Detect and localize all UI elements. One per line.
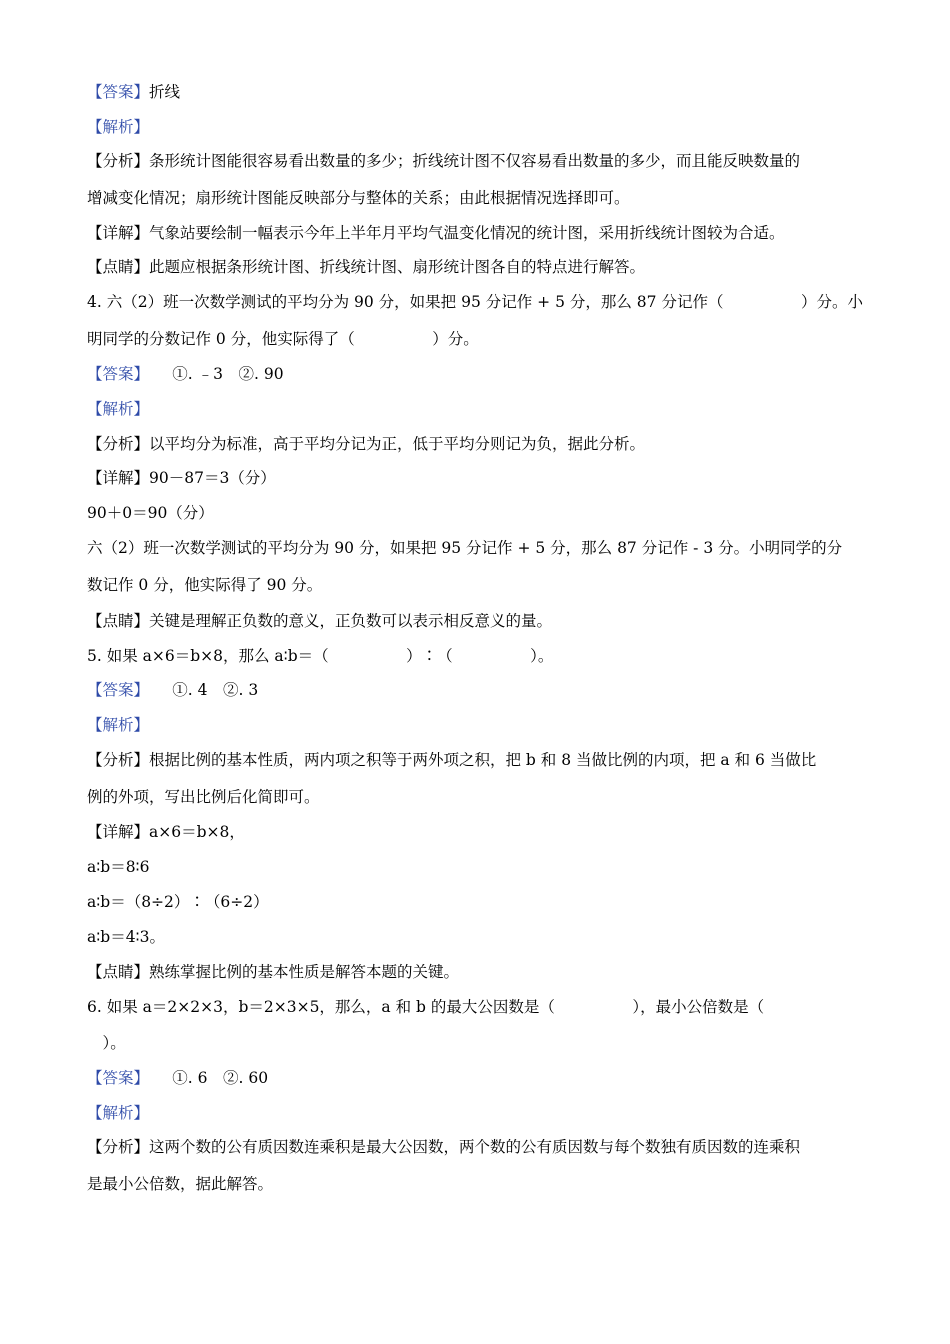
question-line: 6. 如果 a＝2×2×3，b＝2×3×5，那么，a 和 b 的最大公因数是（ ），最小公倍数是（ (87, 998, 765, 1016)
text-line: 【点睛】此题应根据条形统计图、折线统计图、扇形统计图各自的特点进行解答。 (87, 258, 646, 276)
text-line: a∶b＝8∶6 (87, 858, 150, 876)
question-line: ）。 (87, 1034, 126, 1052)
answer-label: 【答案】 (87, 365, 142, 383)
answer-line (87, 79, 180, 105)
text-line: 【详解】90－87＝3（分） (87, 469, 276, 487)
answer-text: 折线 (149, 83, 181, 101)
analysis-label: 【解析】 (87, 1104, 150, 1122)
analysis-line (87, 396, 149, 422)
analysis-label: 【解析】 (87, 716, 150, 734)
text-line: 【点睛】关键是理解正负数的意义，正负数可以表示相反意义的量。 (87, 612, 553, 630)
question-line: 4. 六（2）班一次数学测试的平均分为 90 分，如果把 95 分记作 + 5 分，那么 87 分记作（ ）分。小 (87, 293, 863, 311)
answer-text: ①. 4 ②. 3 (141, 681, 259, 699)
analysis-label: 【解析】 (87, 118, 150, 136)
answer-line (87, 677, 258, 703)
text-line: 【分析】根据比例的基本性质，两内项之积等于两外项之积，把 b 和 8 当做比例的内项，把 a 和 6 当做比 (87, 751, 817, 769)
text-line: 六（2）班一次数学测试的平均分为 90 分，如果把 95 分记作 + 5 分，那么 87 分记作 - 3 分。小明同学的分 (87, 539, 843, 557)
text-line: 90＋0＝90（分） (87, 504, 214, 522)
text-line: 【分析】这两个数的公有质因数连乘积是最大公因数，两个数的公有质因数与每个数独有质因数的连乘积 (87, 1138, 801, 1156)
text-line: a∶b＝（8÷2）∶（6÷2） (87, 893, 269, 911)
answer-line (87, 361, 284, 387)
text-line: 是最小公倍数，据此解答。 (87, 1175, 274, 1193)
question-line: 明同学的分数记作 0 分，他实际得了（ ）分。 (87, 330, 479, 348)
text-line: 增减变化情况；扇形统计图能反映部分与整体的关系；由此根据情况选择即可。 (87, 189, 630, 207)
text-line: 例的外项，写出比例后化简即可。 (87, 788, 320, 806)
analysis-line (87, 114, 149, 140)
text-line: 【详解】气象站要绘制一幅表示今年上半年月平均气温变化情况的统计图，采用折线统计图较为合适。 (87, 224, 785, 242)
question-line: 5. 如果 a×6＝b×8，那么 a∶b＝（ ）∶（ ）。 (87, 647, 554, 665)
answer-line (87, 1065, 268, 1091)
answer-text: ①. ﹣3 ②. 90 (141, 365, 284, 383)
answer-label: 【答案】 (87, 681, 142, 699)
text-line: 数记作 0 分，他实际得了 90 分。 (87, 576, 323, 594)
analysis-line (87, 712, 149, 738)
text-line: 【分析】以平均分为标准，高于平均分记为正，低于平均分则记为负，据此分析。 (87, 435, 646, 453)
analysis-line (87, 1100, 149, 1126)
answer-text: ①. 6 ②. 60 (141, 1069, 269, 1087)
text-line: 【点睛】熟练掌握比例的基本性质是解答本题的关键。 (87, 963, 460, 981)
text-line: 【详解】a×6＝b×8， (87, 823, 245, 841)
analysis-label: 【解析】 (87, 400, 150, 418)
answer-label: 【答案】 (87, 83, 150, 101)
text-line: 【分析】条形统计图能很容易看出数量的多少；折线统计图不仅容易看出数量的多少，而且能反映数量的 (87, 152, 801, 170)
answer-label: 【答案】 (87, 1069, 142, 1087)
text-line: a∶b＝4∶3。 (87, 928, 165, 946)
